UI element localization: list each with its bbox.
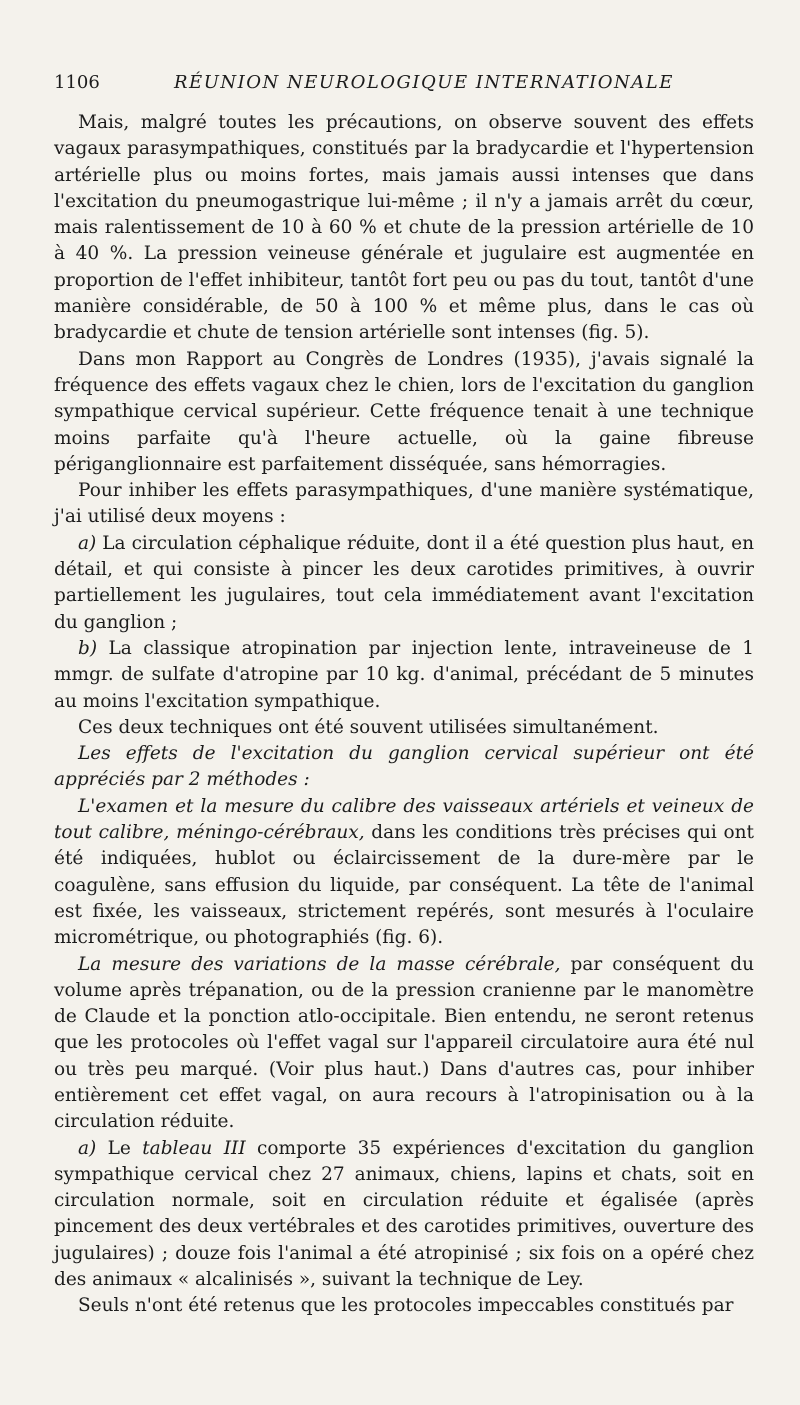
running-title: RÉUNION NEUROLOGIQUE INTERNATIONALE: [174, 72, 674, 93]
paragraph: [54, 794, 754, 952]
paragraph: Pour inhiber les effets parasympathiques, d'une manière systématique, j'ai utilisé deux moyens :: [54, 480, 754, 528]
paragraph-text: Le: [96, 1137, 143, 1159]
paragraph-text: La classique atropination par injection lente, intraveineuse de 1 mmgr. de sulfate d'atropine par 10 kg. d'animal, précédant de 5 minutes au moins l'excitation sympathique.: [54, 637, 754, 712]
item-marker: a): [78, 532, 97, 554]
italic-text: Les effets de l'excitation du ganglion cervical supérieur ont été appréciés par 2 méthodes :: [54, 743, 754, 791]
page-header: [54, 72, 754, 96]
paragraph: Dans mon Rapport au Congrès de Londres (1935), j'avais signalé la fréquence des effets vagaux chez le chien, lors de l'excitation du ganglion sympathique cervical supérieur. Cette fréquence tenait à une technique moins parfaite qu'à l'heure actuelle, où la gaine fibreuse périganglionnaire est parfaitement disséquée, sans hémorragies.: [54, 348, 754, 475]
paragraph-text: comporte 35 expériences d'excitation du ganglion sympathique cervical chez 27 animaux, chiens, lapins et chats, soit en circulation normale, soit en circulation réduite et égalisée (après pincement des deux vertébrales et des carotides primitives, ouverture des jugulaires) ; douze fois l'animal a été atropinisé ; six fois on a opéré chez des animaux « alcalinisés », suivant la technique de Ley.: [54, 1137, 755, 1291]
body-text: [54, 110, 754, 1320]
paragraph: [54, 1136, 754, 1294]
paragraph: [54, 531, 754, 636]
italic-text: tableau III: [142, 1137, 246, 1159]
paragraph: [54, 952, 754, 1136]
page-number: 1106: [54, 72, 100, 93]
paragraph: [54, 741, 754, 794]
paragraph: [54, 636, 754, 715]
paragraph: Mais, malgré toutes les précautions, on observe souvent des effets vagaux parasympathiques, constitués par la bradycardie et l'hypertension artérielle plus ou moins fortes, mais jamais aussi intenses que dans l'excitation du pneumogastrique lui-même ; il n'y a jamais arrêt du cœur, mais ralentissement de 10 à 60 % et chute de la pression artérielle de 10 à 40 %. La pression veineuse générale et jugulaire est augmentée en proportion de l'effet inhibiteur, tantôt fort peu ou pas du tout, tantôt d'une manière considérable, de 50 à 100 % et même plus, dans le cas où bradycardie et chute de tension artérielle sont intenses (fig. 5).: [54, 112, 754, 344]
item-marker: a): [78, 1137, 97, 1159]
italic-text: La mesure des variations de la masse cérébrale,: [78, 953, 561, 975]
paragraph-text: par conséquent du volume après trépanation, ou de la pression cranienne par le manomètre de Claude et la ponction atlo-occipitale. Bien entendu, ne seront retenus que les protocoles où l'effet vagal sur l'appareil circulatoire aura été nul ou très peu marqué. (Voir plus haut.) Dans d'autres cas, pour inhiber entièrement cet effet vagal, on aura recours à l'atropinisation ou à la circulation réduite.: [54, 953, 755, 1133]
paragraph: Seuls n'ont été retenus que les protocoles impeccables constitués par: [78, 1295, 734, 1317]
italic-text: L'examen et la mesure du calibre des vaisseaux artériels et veineux de tout calibre, méningo-cérébraux,: [54, 795, 754, 844]
paragraph: Ces deux techniques ont été souvent utilisées simultanément.: [78, 716, 659, 738]
item-marker: b): [78, 637, 98, 659]
paragraph-text: La circulation céphalique réduite, dont il a été question plus haut, en détail, et qui consiste à pincer les deux carotides primitives, à ouvrir partiellement les jugulaires, tout cela immédiatement avant l'excitation du ganglion ;: [54, 532, 754, 633]
paragraph-text: dans les conditions très précises qui ont été indiquées, hublot ou éclaircissement de la dure-mère par le coagulène, sans effusion du liquide, par conséquent. La tête de l'animal est fixée, les vaisseaux, strictement repérés, sont mesurés à l'oculaire micrométrique, ou photographiés (fig. 6).: [54, 822, 754, 949]
